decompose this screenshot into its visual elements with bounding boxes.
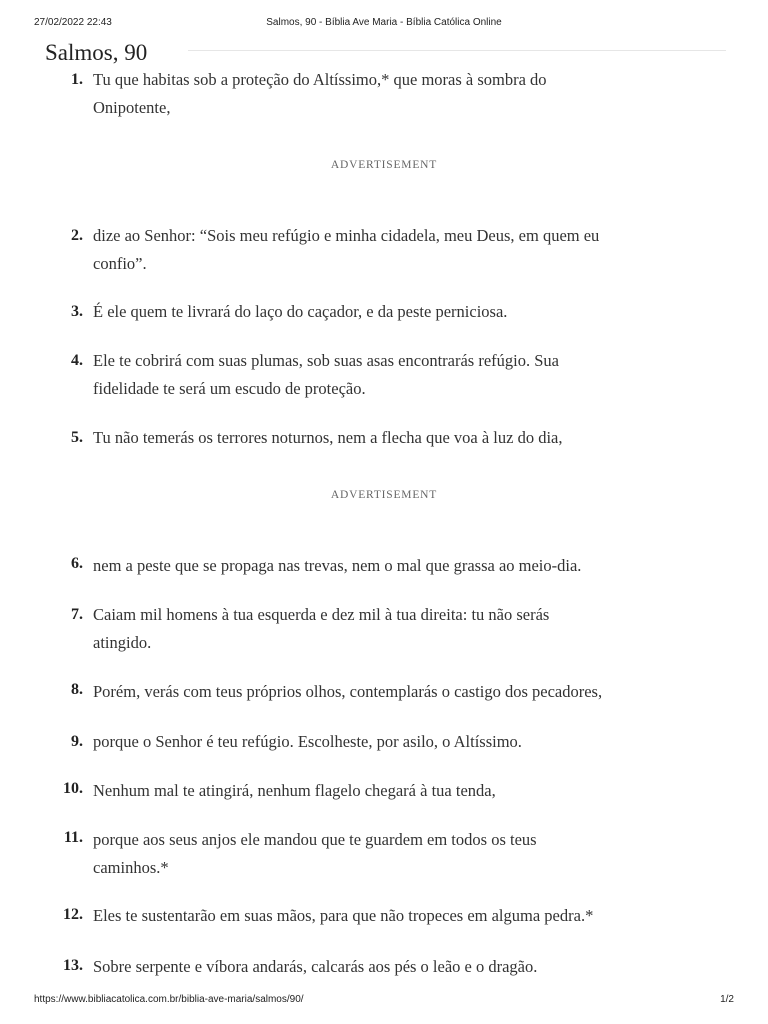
verse-text: Ele te cobrirá com suas plumas, sob suas asas encontrarás refúgio. Sua fidelidade te será um escudo de proteção.: [93, 351, 559, 398]
title-divider: [188, 50, 726, 51]
verse-text: Porém, verás com teus próprios olhos, contemplarás o castigo dos pecadores,: [93, 682, 603, 701]
print-footer: [0, 994, 768, 1008]
verse-text: nem a peste que se propaga nas trevas, nem o mal que grassa ao meio-dia.: [93, 556, 582, 575]
verse-number: 8.: [71, 681, 83, 698]
verse-text: dize ao Senhor: “Sois meu refúgio e minha cidadela, meu Deus, em quem eu confio”.: [93, 226, 600, 273]
verse-number: 6.: [71, 555, 83, 572]
print-doc-title: Salmos, 90 - Bíblia Ave Maria - Bíblia Católica Online: [266, 17, 502, 28]
verse-text: porque aos seus anjos ele mandou que te guardem em todos os teus caminhos.*: [93, 830, 537, 877]
page-number: 1/2: [720, 994, 734, 1005]
verse-text: Caiam mil homens à tua esquerda e dez mil à tua direita: tu não serás atingido.: [93, 605, 550, 652]
print-datetime: 27/02/2022 22:43: [34, 17, 112, 28]
verse-text: porque o Senhor é teu refúgio. Escolheste, por asilo, o Altíssimo.: [93, 732, 522, 751]
verse-number: 12.: [63, 906, 83, 923]
verse-number: 4.: [71, 352, 83, 369]
advertisement-label: ADVERTISEMENT: [330, 489, 438, 501]
verse-text: É ele quem te livrará do laço do caçador, e da peste perniciosa.: [93, 302, 508, 321]
advertisement-label: ADVERTISEMENT: [330, 159, 438, 171]
verse-number: 3.: [71, 303, 83, 320]
verse-number: 13.: [63, 957, 83, 974]
verse-number: 7.: [71, 606, 83, 623]
verse-text: Sobre serpente e víbora andarás, calcarás aos pés o leão e o dragão.: [93, 957, 538, 976]
verse-text: Eles te sustentarão em suas mãos, para que não tropeces em alguma pedra.*: [93, 906, 594, 925]
verse-text: Tu não temerás os terrores noturnos, nem a flecha que voa à luz do dia,: [93, 428, 563, 447]
verse-text: Nenhum mal te atingirá, nenhum flagelo chegará à tua tenda,: [93, 781, 496, 800]
verse-number: 11.: [63, 829, 83, 846]
verse-number: 10.: [63, 780, 83, 797]
verse-number: 2.: [71, 227, 83, 244]
verse-number: 1.: [71, 71, 83, 88]
page-title: Salmos, 90: [45, 40, 148, 65]
verse-number: 5.: [71, 429, 83, 446]
page-url[interactable]: https://www.bibliacatolica.com.br/biblia-ave-maria/salmos/90/: [34, 994, 304, 1005]
verse-text: Tu que habitas sob a proteção do Altíssimo,* que moras à sombra do Onipotente,: [93, 70, 547, 117]
print-header: [0, 17, 768, 31]
verse-number: 9.: [71, 733, 83, 750]
